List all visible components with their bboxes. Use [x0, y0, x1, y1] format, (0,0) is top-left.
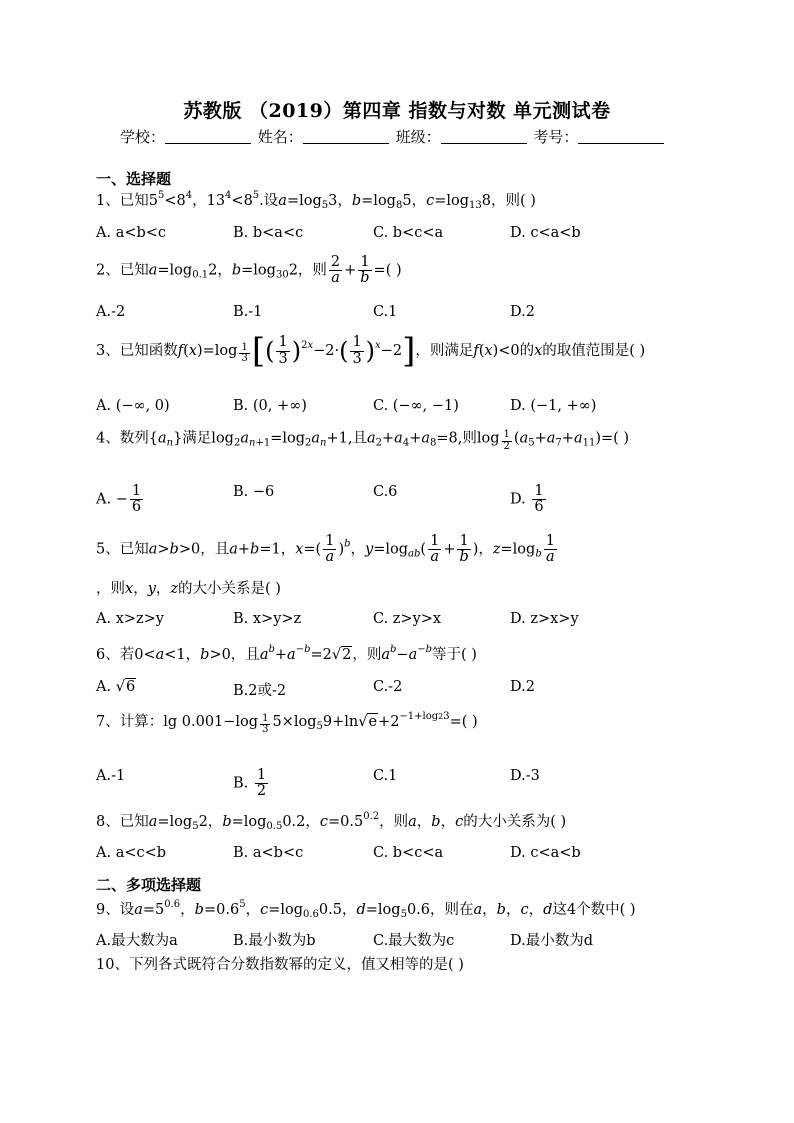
- question-9-options: [96, 929, 736, 955]
- question-number: 5、: [96, 541, 120, 558]
- option-c[interactable]: C. b<c<a: [373, 225, 444, 241]
- question-1: 1、已知$5^5<8^4$，$13^4<8^5$.设$a=\log_53$，$b=\log_85$，$c=\log_{13}8$，则( ): [96, 190, 536, 211]
- question-number: 9、: [96, 902, 120, 918]
- page-title: 苏教版 （2019）第四章 指数与对数 单元测试卷: [183, 100, 611, 122]
- option-b[interactable]: B. b<a<c: [233, 225, 304, 241]
- option-a[interactable]: A. a<c<b: [96, 845, 167, 861]
- question-7: 7、计算：lg 0.001−log $\frac{1}{3}$ $5\times\log_59+\ln√e+2^{-1+log23}=$( ): [96, 711, 478, 735]
- question-4: 4、数列$\{a_n\}$满足$\log_2a_{n+1}=\log_2a_n+1$,且$a_2+a_4+a_8=8$,则log $\frac{1}{2}$ $(a_5+a_7+a_{11})=$( ): [96, 429, 630, 452]
- section-heading: 一、选择题: [96, 170, 172, 188]
- question-5-options: [96, 611, 736, 637]
- question-stem: 下列各式既符合分数指数幂的定义，值又相等的是( ): [128, 957, 464, 973]
- option-b[interactable]: B. (0, +∞): [233, 398, 307, 414]
- option-a[interactable]: A.-2: [96, 304, 126, 320]
- option-b[interactable]: B. −6: [233, 484, 275, 500]
- name-label: 姓名：: [257, 128, 303, 146]
- option-c[interactable]: C. z>y>x: [373, 611, 442, 627]
- question-6: 6、若0<a<1，b>0，且$a^b+a^{-b}=2√2$，则$a^b-a^{-b}$等于( ): [96, 644, 477, 663]
- exam-no-blank[interactable]: [578, 129, 664, 144]
- option-d[interactable]: D. (−1, +∞): [510, 398, 597, 414]
- option-b[interactable]: B.2或-2: [233, 683, 287, 699]
- option-d[interactable]: D.2: [510, 679, 535, 695]
- exam-no-label: 考号：: [533, 128, 579, 146]
- question-number: 1、: [96, 193, 120, 209]
- option-c[interactable]: C.最大数为c: [373, 933, 455, 949]
- option-a[interactable]: A. (−∞, 0): [96, 398, 170, 414]
- option-b[interactable]: B. $\frac{1}{2}$: [233, 767, 267, 800]
- option-b[interactable]: B. x>y>z: [233, 611, 302, 627]
- option-a[interactable]: A.最大数为a: [96, 933, 178, 949]
- question-3-options: [96, 398, 736, 424]
- option-d[interactable]: D. c<a<b: [510, 225, 581, 241]
- option-d[interactable]: D. z>x>y: [510, 611, 579, 627]
- option-d[interactable]: D. c<a<b: [510, 845, 581, 861]
- option-a[interactable]: A.-1: [96, 768, 126, 784]
- option-b[interactable]: B. a<b<c: [233, 845, 304, 861]
- question-number: 6、: [96, 647, 120, 663]
- question-number: 7、: [96, 714, 120, 730]
- option-c[interactable]: C. (−∞, −1): [373, 398, 459, 414]
- option-c[interactable]: C.6: [373, 484, 398, 500]
- question-7-options: [96, 767, 736, 800]
- name-blank[interactable]: [303, 129, 389, 144]
- option-a[interactable]: A. a<b<c: [96, 225, 167, 241]
- question-5-tail: ，则x，y，z的大小关系是( ): [96, 581, 281, 597]
- option-a[interactable]: A. − $\frac{1}{6}$: [96, 483, 142, 516]
- option-c[interactable]: C.1: [373, 768, 398, 784]
- option-d[interactable]: D. $\frac{1}{6}$: [510, 483, 544, 516]
- question-5: 5、已知a>b>0，且a+b=1，x=( $\frac{1}{a}$ )$^b$，$y=\log_{ab}$( $\frac{1}{a}$ + $\frac{1}{b}$ )，$z=\log_b$ $\frac{1}{a}$: [96, 533, 555, 566]
- question-2: 2、已知$a=\log_{0.1}2$，$b=\log_{30}2$，则 $\frac{2}{a}$ + $\frac{1}{b}$ =( ): [96, 254, 402, 287]
- question-number: 2、: [96, 262, 120, 279]
- question-number: 3、: [96, 343, 120, 359]
- question-6-options: [96, 679, 736, 705]
- option-c[interactable]: C.1: [373, 304, 398, 320]
- question-number: 10、: [96, 957, 129, 973]
- option-c[interactable]: C. b<c<a: [373, 845, 444, 861]
- question-8: 8、已知$a=\log_52$，$b=\log_{0.5}0.2$，$c=0.5^{0.2}$，则a，b，c的大小关系为( ): [96, 811, 567, 832]
- school-blank[interactable]: [165, 129, 251, 144]
- question-number: 4、: [96, 430, 120, 447]
- section-heading: 二、多项选择题: [96, 876, 202, 894]
- option-b[interactable]: B.-1: [233, 304, 263, 320]
- option-d[interactable]: D.-3: [510, 768, 540, 784]
- class-label: 班级：: [395, 128, 441, 146]
- student-info-line: [120, 126, 666, 147]
- school-label: 学校：: [120, 128, 166, 146]
- question-8-options: [96, 845, 736, 871]
- question-10: [96, 957, 464, 974]
- question-number: 8、: [96, 814, 120, 830]
- option-d[interactable]: D.最小数为d: [510, 933, 593, 949]
- class-blank[interactable]: [441, 129, 527, 144]
- option-d[interactable]: D.2: [510, 304, 535, 320]
- question-2-options: [96, 304, 736, 330]
- option-a[interactable]: A. x>z>y: [96, 611, 164, 627]
- option-b[interactable]: B.最小数为b: [233, 933, 316, 949]
- option-c[interactable]: C.-2: [373, 679, 403, 695]
- question-4-options: [96, 483, 736, 516]
- question-3: 3、已知函数f(x)=log $\frac{1}{3}$ [( $\frac{1}{3}$ )$^{2x}$−2·( $\frac{1}{3}$ )$^x$−2]，则满足f(x)<0的x的取值范围是( ): [96, 331, 646, 371]
- option-a[interactable]: A. √6: [96, 679, 136, 695]
- question-9: 9、设$a=5^{0.6}$，$b=0.6^5$，$c=\log_{0.6}0.5$，$d=\log_50.6$，则在a，b，c，d这4个数中( ): [96, 899, 636, 920]
- question-1-options: [96, 225, 736, 251]
